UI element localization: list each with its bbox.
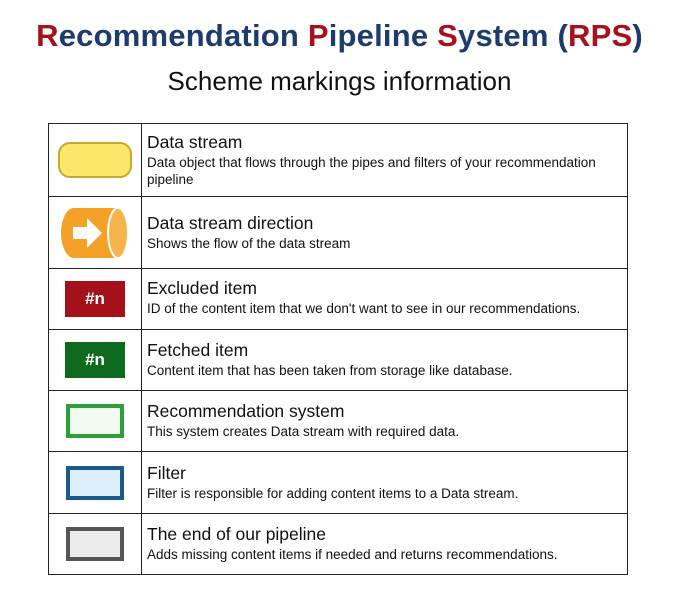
legend-row-pipeline-end [49, 514, 628, 575]
legend-symbol-cell [49, 269, 142, 330]
legend-symbol-cell [49, 124, 142, 197]
legend-description-cell [142, 330, 628, 391]
legend-symbol-cell [49, 197, 142, 269]
page-subtitle: Scheme markings information [167, 66, 512, 96]
legend-item-text: Shows the flow of the data stream [147, 235, 351, 251]
data-stream-pill-icon [58, 142, 132, 178]
legend-item-text: Filter is responsible for adding content items to a Data stream. [147, 485, 519, 501]
legend-row-direction [49, 197, 628, 269]
legend-row-recommendation-system [49, 391, 628, 452]
legend-description-cell [142, 391, 628, 452]
excluded-tag-icon: #n [65, 281, 125, 317]
recommendation-system-box-icon [66, 404, 124, 438]
title-part: P [307, 18, 329, 53]
legend-symbol-cell [49, 452, 142, 514]
legend-item-name: Fetched item [147, 340, 249, 360]
legend-description-cell [142, 124, 628, 197]
legend-row-filter [49, 452, 628, 514]
legend-description-cell [142, 197, 628, 269]
legend-row-data-stream [49, 124, 628, 197]
legend-item-name: The end of our pipeline [147, 524, 327, 544]
legend-item-text: Adds missing content items if needed and returns recommendations. [147, 547, 558, 562]
legend-description-cell [142, 452, 628, 514]
legend-item-name: Excluded item [147, 278, 257, 298]
legend-symbol-cell [49, 514, 142, 575]
title-part: ystem ( [458, 18, 568, 53]
title-part: ) [632, 18, 643, 53]
pipeline-end-box-icon [66, 527, 124, 561]
legend-symbol-cell [49, 391, 142, 452]
legend-text-wrap [147, 273, 623, 325]
title-part: RPS [567, 18, 633, 53]
title-part: ipeline [328, 18, 438, 53]
legend-row-fetched [49, 330, 628, 391]
legend-item-name: Recommendation system [147, 401, 345, 421]
title-part: R [36, 18, 59, 53]
title-part: ecommendation [58, 18, 308, 53]
legend-row-excluded [49, 269, 628, 330]
legend-item-name: Data stream [147, 131, 243, 152]
legend-table [48, 123, 628, 575]
legend-item-text: Content item that has been taken from storage like database. [147, 363, 513, 378]
legend-description-cell [142, 269, 628, 330]
legend-item-text: Data object that flows through the pipes and filters of your recommendation pipeline [147, 154, 596, 187]
title-part: S [437, 18, 459, 53]
legend-item-text: ID of the content item that we don't want to see in our recommendations. [147, 301, 581, 316]
legend-description-cell [142, 514, 628, 575]
legend-symbol-cell [49, 330, 142, 391]
fetched-tag-icon: #n [65, 342, 125, 378]
direction-arrow-icon [60, 207, 130, 259]
legend-item-name: Data stream direction [147, 212, 314, 233]
filter-box-icon [66, 466, 124, 500]
legend-item-text: This system creates Data stream with required data. [147, 424, 460, 439]
page-title [0, 18, 679, 54]
legend-item-name: Filter [147, 462, 186, 483]
